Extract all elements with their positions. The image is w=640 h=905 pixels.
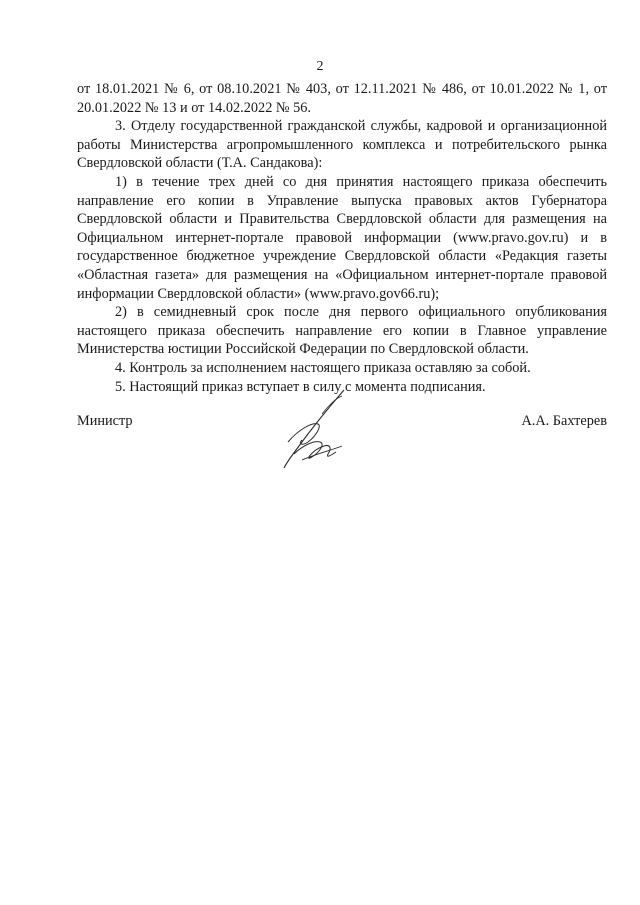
paragraph-subitem-2: 2) в семидневный срок после дня первого официального опубликования настоящего приказа обеспечить направление его копии в Главное управление Министерства юстиции Российской Федерации по Свердловской области. — [77, 304, 607, 358]
page-number: 2 — [316, 59, 324, 74]
paragraph-item-3: 3. Отделу государственной гражданской службы, кадровой и организационной работы Министерства агропромышленного комплекса и потребительского рынка Свердловской области (Т.А. Сандакова): — [77, 118, 607, 172]
document-body — [77, 80, 607, 396]
paragraph-item-4: 4. Контроль за исполнением настоящего приказа оставляю за собой. — [115, 359, 531, 376]
paragraph-item-5: 5. Настоящий приказ вступает в силу с момента подписания. — [115, 378, 486, 395]
signatory-name: А.А. Бахтерев — [521, 413, 607, 429]
handwritten-signature — [272, 384, 372, 474]
signature-block — [77, 412, 607, 472]
paragraph-subitem-1: 1) в течение трех дней со дня принятия настоящего приказа обеспечить направление его копии в Управление выпуска правовых актов Губернатора Свердловской области и Правительства Свердловской области для размещения на Официальном интернет-портале правовой информации (www.pravo.gov.ru) и в государственное бюджетное учреждение Свердловской области «Редакция газеты «Областная газета» для размещения на «Официальном интернет-портале правовой информации Свердловской области» (www.pravo.gov66.ru); — [77, 173, 607, 302]
signatory-role: Министр — [77, 413, 133, 429]
paragraph-continuation: от 18.01.2021 № 6, от 08.10.2021 № 403, от 12.11.2021 № 486, от 10.01.2022 № 1, от 20.01.2022 № 13 и от 14.02.2022 № 56. — [77, 81, 607, 116]
